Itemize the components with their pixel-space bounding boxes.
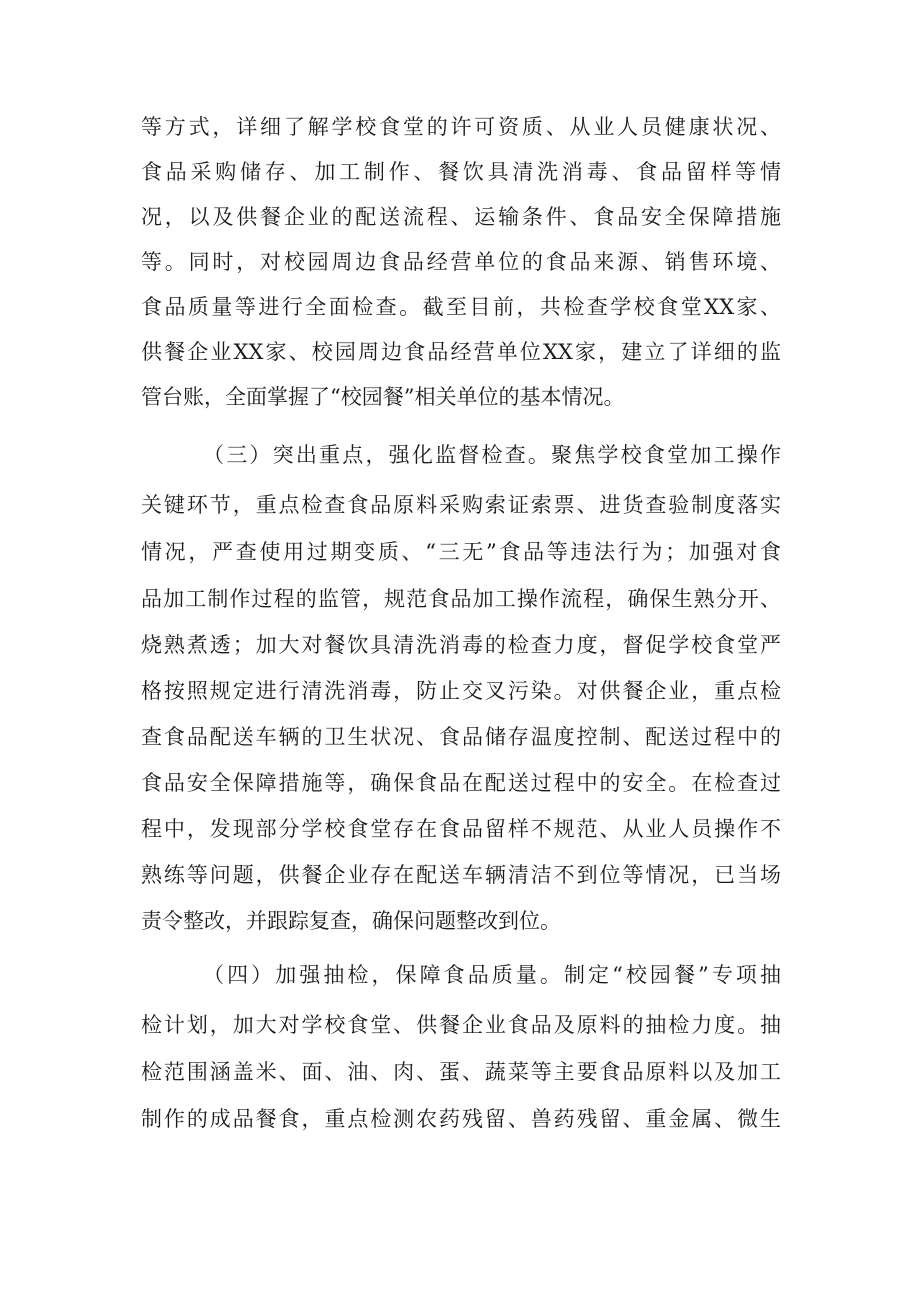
paragraph-2-line-4: 品加工制作过程的监管，规范食品加工操作流程，确保生熟分开、	[141, 587, 781, 611]
paragraph-1-line-5: 食品质量等进行全面检查。截至目前，共检查学校食堂XX家、	[141, 295, 781, 319]
paragraph-2-line-5: 烧熟煮透；加大对餐饮具清洗消毒的检查力度，督促学校食堂严	[141, 633, 781, 657]
paragraph-1-line-1: 等方式，详细了解学校食堂的许可资质、从业人员健康状况、	[141, 115, 781, 139]
paragraph-3-line-4: 制作的成品餐食，重点检测农药残留、兽药残留、重金属、微生	[141, 1107, 781, 1131]
paragraph-1-line-4: 等。同时，对校园周边食品经营单位的食品来源、销售环境、	[141, 250, 781, 274]
paragraph-2-line-3: 情况，严查使用过期变质、“三无”食品等违法行为；加强对食	[141, 540, 781, 564]
paragraph-2-line-10: 熟练等问题，供餐企业存在配送车辆清洁不到位等情况，已当场	[141, 863, 781, 887]
paragraph-2-line-7: 查食品配送车辆的卫生状况、食品储存温度控制、配送过程中的	[141, 725, 781, 749]
paragraph-2-line-9: 程中，发现部分学校食堂存在食品留样不规范、从业人员操作不	[141, 817, 781, 841]
paragraph-1-line-7: 管台账，全面掌握了“校园餐”相关单位的基本情况。	[141, 385, 625, 409]
paragraph-3-line-3: 检范围涵盖米、面、油、肉、蛋、蔬菜等主要食品原料以及加工	[141, 1060, 781, 1084]
paragraph-3-line-1: （四）加强抽检，保障食品质量。制定“校园餐”专项抽	[203, 963, 781, 987]
paragraph-2-line-1: （三）突出重点，强化监督检查。聚焦学校食堂加工操作	[203, 443, 781, 467]
paragraph-2-line-11: 责令整改，并跟踪复查，确保问题整改到位。	[141, 909, 561, 933]
paragraph-1-line-6: 供餐企业XX家、校园周边食品经营单位XX家，建立了详细的监	[141, 340, 781, 364]
paragraph-2-line-2: 关键环节，重点检查食品原料采购索证索票、进货查验制度落实	[141, 493, 781, 517]
paragraph-3-line-2: 检计划，加大对学校食堂、供餐企业食品及原料的抽检力度。抽	[141, 1013, 781, 1037]
paragraph-2-line-8: 食品安全保障措施等，确保食品在配送过程中的安全。在检查过	[141, 771, 781, 795]
paragraph-1-line-3: 况，以及供餐企业的配送流程、运输条件、食品安全保障措施	[141, 205, 781, 229]
paragraph-1-line-2: 食品采购储存、加工制作、餐饮具清洗消毒、食品留样等情	[141, 160, 781, 184]
paragraph-2-line-6: 格按照规定进行清洗消毒，防止交叉污染。对供餐企业，重点检	[141, 679, 781, 703]
